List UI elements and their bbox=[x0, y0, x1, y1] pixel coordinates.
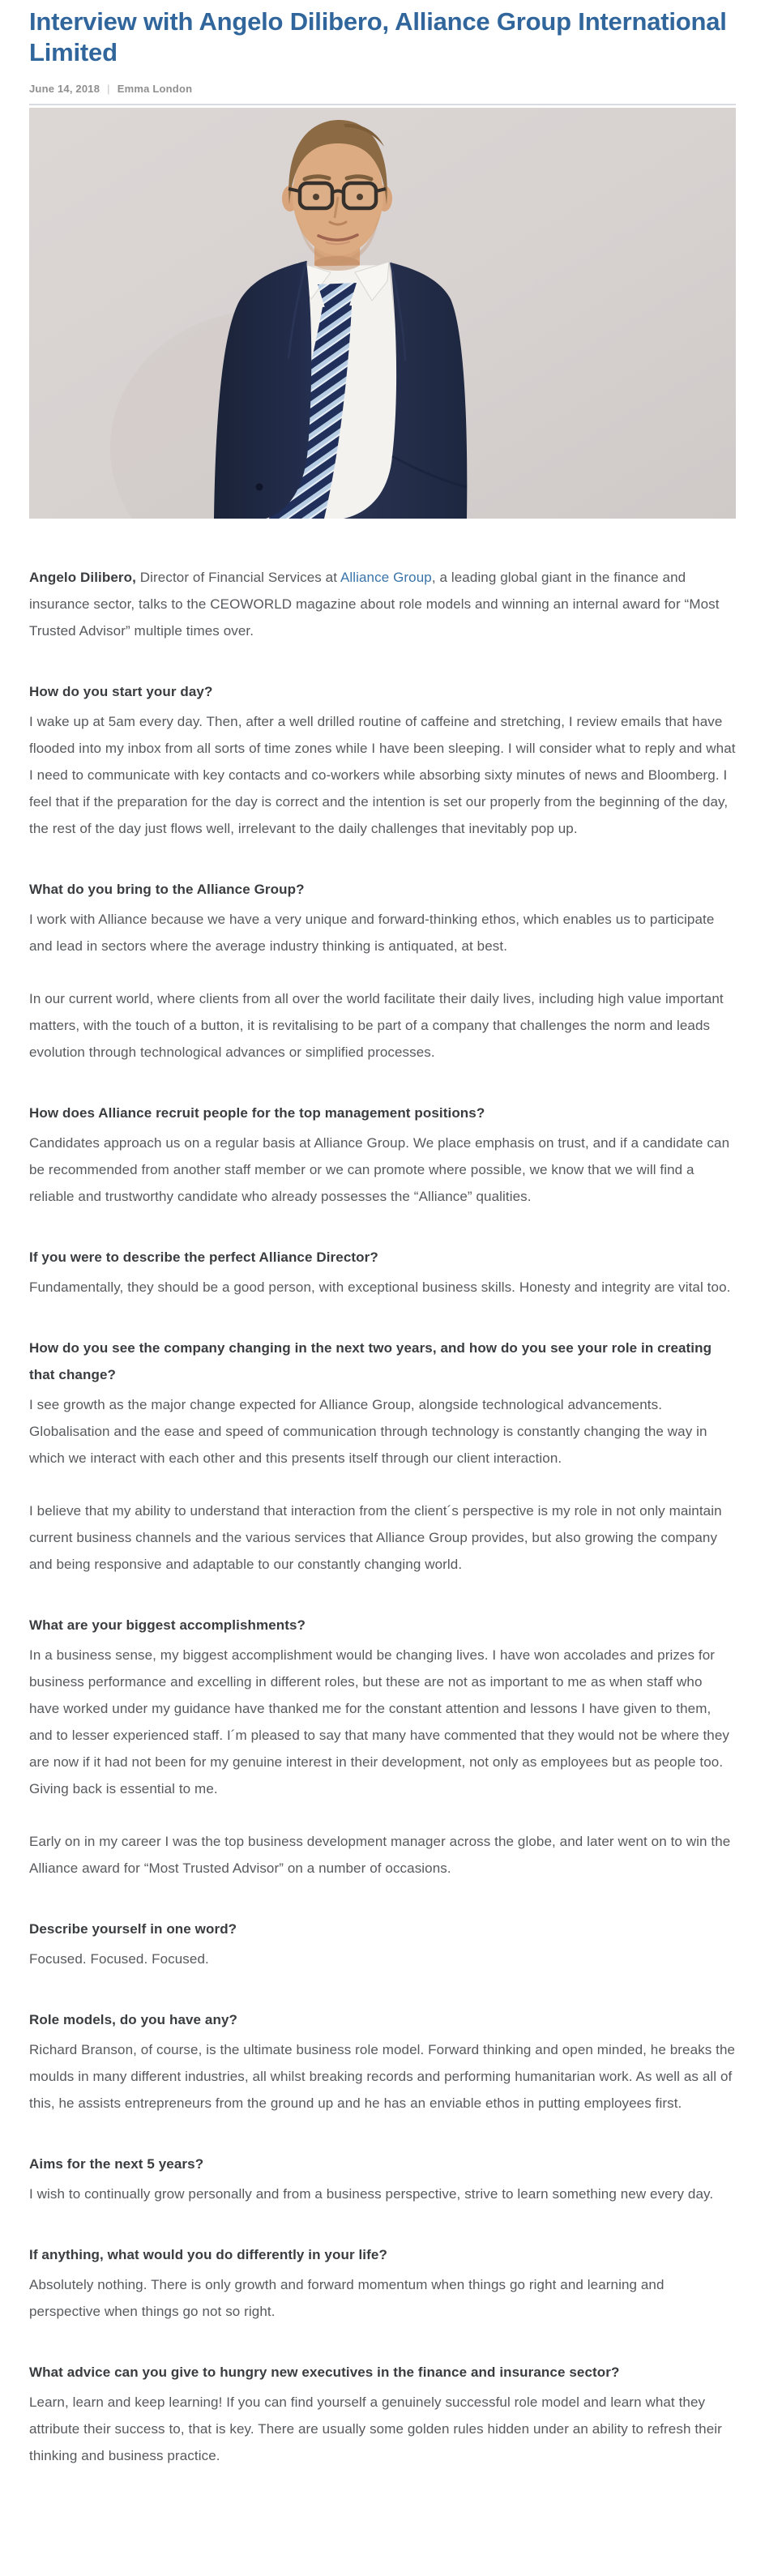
intro-interviewee-name: Angelo Dilibero, bbox=[29, 570, 136, 585]
interview-answer: Early on in my career I was the top business development manager across the globe, and later went on to win the Alliance award for “Most Trusted Advisor” on a number of occasions. bbox=[29, 1834, 731, 1876]
interview-question: How do you see the company changing in the next two years, and how do you see your role in creating that change? bbox=[29, 1340, 712, 1382]
article-date: June 14, 2018 bbox=[29, 83, 100, 95]
intro-text: Director of Financial Services at bbox=[135, 570, 340, 585]
interview-question: How does Alliance recruit people for the top management positions? bbox=[29, 1105, 485, 1121]
interview-answer: Focused. Focused. Focused. bbox=[29, 1951, 209, 1967]
divider bbox=[29, 104, 736, 105]
interview-answer: I work with Alliance because we have a very unique and forward-thinking ethos, which enables us to participate and lead in sectors where the average industry thinking is antiquated, at best. bbox=[29, 912, 715, 954]
hero-image bbox=[29, 108, 736, 519]
interview-answer: Richard Branson, of course, is the ultimate business role model. Forward thinking and open minded, he breaks the moulds in many different industries, all whilst breaking records and performing humanitarian work. As well as all of this, he assists entrepreneurs from the ground up and he has an enviable ethos in putting employees first. bbox=[29, 2042, 736, 2111]
interview-question: If anything, what would you do differently in your life? bbox=[29, 2247, 387, 2262]
interview-question: How do you start your day? bbox=[29, 684, 213, 699]
interview-answer: I see growth as the major change expected for Alliance Group, alongside technological advancements. Globalisation and the ease and speed of communication through technology is constantly changing the way in which we interact with each other and this presents itself through our client interaction. bbox=[29, 1397, 707, 1466]
intro-paragraph bbox=[29, 564, 736, 644]
interview-answer: Fundamentally, they should be a good person, with exceptional business skills. Honesty and integrity are vital too. bbox=[29, 1279, 731, 1295]
article-author: Emma London bbox=[117, 83, 193, 95]
interview-question: If you were to describe the perfect Alliance Director? bbox=[29, 1250, 378, 1265]
interview-question: What do you bring to the Alliance Group? bbox=[29, 882, 305, 897]
meta-separator: | bbox=[107, 83, 110, 95]
page-title: Interview with Angelo Dilibero, Alliance Group International Limited bbox=[29, 7, 727, 66]
interview-question: Aims for the next 5 years? bbox=[29, 2156, 204, 2172]
interview-answer: I believe that my ability to understand that interaction from the client´s perspective is my role in not only maintain current business channels and the various services that Alliance Group provides, but also growing the company and being responsive and adaptable to our constantly changing world. bbox=[29, 1503, 722, 1572]
interview-answer: Candidates approach us on a regular basis at Alliance Group. We place emphasis on trust, and if a candidate can be recommended from another staff member or we can promote where possible, we know that we will find a reliable and trustworthy candidate who already possesses the “Alliance” qualities. bbox=[29, 1135, 730, 1204]
interview-answer: Learn, learn and keep learning! If you can find yourself a genuinely successful role model and learn what they attribute their success to, that is key. There are usually some golden rules hidden under an ability to refresh their thinking and business practice. bbox=[29, 2394, 722, 2463]
alliance-group-link[interactable]: Alliance Group bbox=[340, 570, 432, 585]
interview-question: Describe yourself in one word? bbox=[29, 1921, 237, 1937]
interview-answer: In our current world, where clients from all over the world facilitate their daily lives, including high value important matters, with the touch of a button, it is revitalising to be part of a company that challenges the norm and leads evolution through technological advances or simplified processes. bbox=[29, 991, 724, 1060]
intro-text: , a leading global giant in the finance and insurance sector, talks to the CEOWORLD magazine about role models and winning an internal award for “Most Trusted Advisor” multiple times over. bbox=[29, 570, 720, 639]
article-meta bbox=[29, 82, 736, 96]
interview-answer: In a business sense, my biggest accomplishment would be changing lives. I have won accolades and prizes for business performance and excelling in different roles, but these are not as important to me as when staff who have worked under my guidance have thanked me for the constant attention and lessons I have given to them, and to lesser experienced staff. I´m pleased to say that many have commented that they would not be where they are now if it had not been for my genuine interest in their development, not only as employees but as people too. Giving back is essential to me. bbox=[29, 1647, 730, 1796]
interview-question: What advice can you give to hungry new executives in the finance and insurance sector? bbox=[29, 2365, 620, 2380]
portrait-photo bbox=[29, 108, 736, 519]
interview-question: What are your biggest accomplishments? bbox=[29, 1617, 306, 1633]
interview-question: Role models, do you have any? bbox=[29, 2012, 238, 2027]
interview-answer: I wake up at 5am every day. Then, after a well drilled routine of caffeine and stretching, I review emails that have flooded into my inbox from all sorts of time zones while I have been sleeping. I will consider what to reply and what I need to communicate with key contacts and co-workers while absorbing sixty minutes of news and Bloomberg. I feel that if the preparation for the day is correct and the intention is set our properly from the beginning of the day, the rest of the day just flows well, irrelevant to the daily challenges that inevitably pop up. bbox=[29, 714, 736, 836]
interview-answer: Absolutely nothing. There is only growth and forward momentum when things go right and learning and perspective when things go not so right. bbox=[29, 2277, 665, 2319]
interview-answer: I wish to continually grow personally and from a business perspective, strive to learn something new every day. bbox=[29, 2186, 714, 2202]
article-body bbox=[29, 564, 736, 2469]
